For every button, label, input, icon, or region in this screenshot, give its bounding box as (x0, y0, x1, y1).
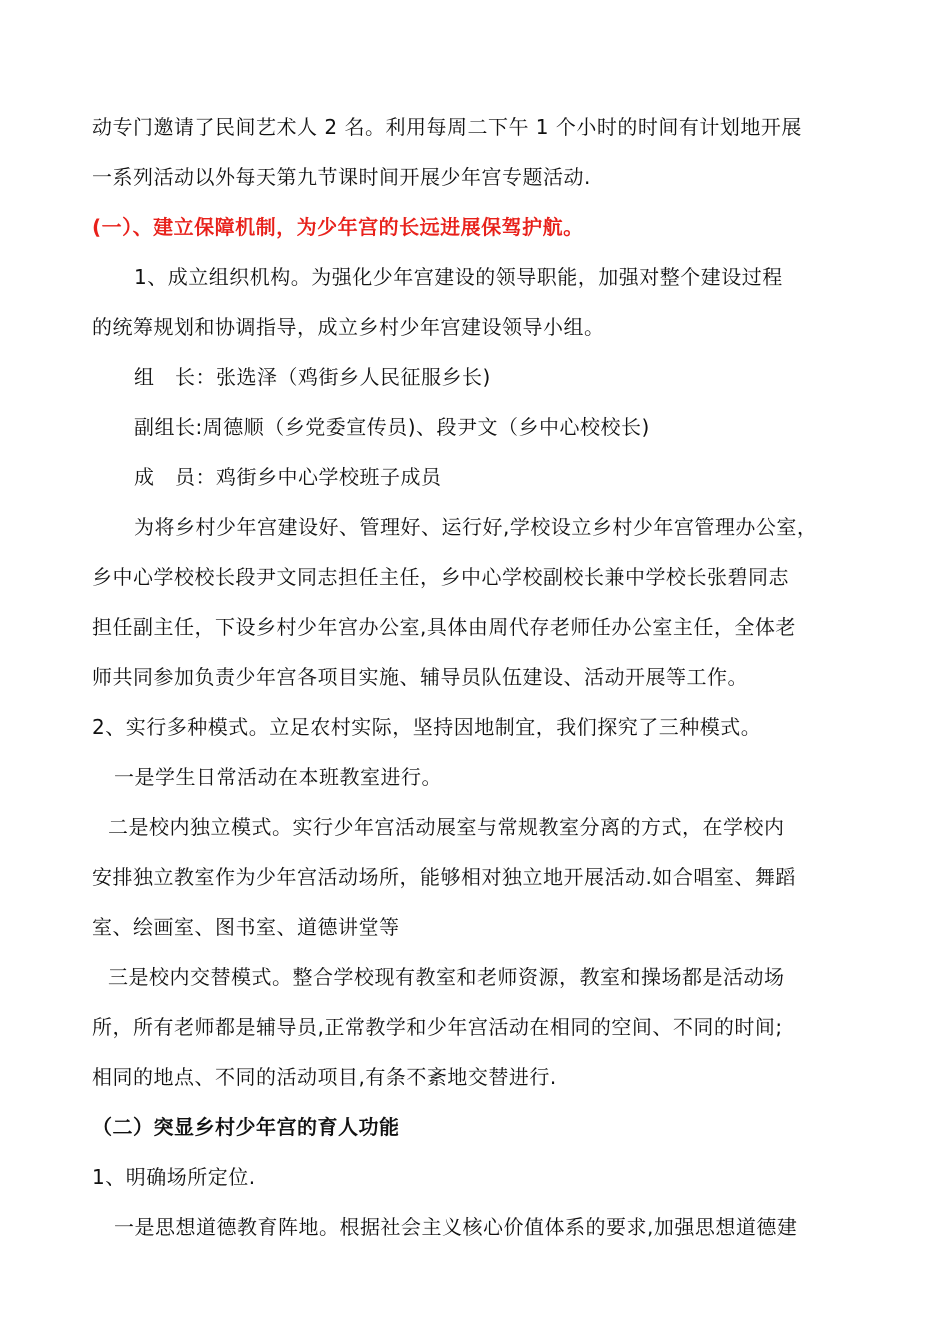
leader-line: 组 长：张选泽（鸡街乡人民征服乡长) (134, 365, 491, 389)
paragraph-line: 一是学生日常活动在本班教室进行。 (114, 765, 442, 789)
deputy-leader-line: 副组长:周德顺（乡党委宣传员)、段尹文（乡中心校校长) (134, 415, 650, 439)
paragraph-line: 担任副主任，下设乡村少年宫办公室,具体由周代存老师任办公室主任，全体老 (92, 615, 796, 639)
section-heading-one: (一）、建立保障机制，为少年宫的长远进展保驾护航。 (92, 215, 584, 239)
paragraph-line: 安排独立教室作为少年宫活动场所，能够相对独立地开展活动.如合唱室、舞蹈 (92, 865, 796, 889)
section-heading-two: （二）突显乡村少年宫的育人功能 (92, 1115, 400, 1139)
paragraph-line: 二是校内独立模式。实行少年宫活动展室与常规教室分离的方式，在学校内 (108, 815, 785, 839)
paragraph-line: 三是校内交替模式。整合学校现有教室和老师资源，教室和操场都是活动场 (108, 965, 785, 989)
paragraph-line: 乡中心学校校长段尹文同志担任主任，乡中心学校副校长兼中学校长张碧同志 (92, 565, 789, 589)
paragraph-line: 动专门邀请了民间艺术人 2 名。利用每周二下午 1 个小时的时间有计划地开展 (92, 115, 802, 139)
paragraph-line: 2、实行多种模式。立足农村实际，坚持因地制宜，我们探究了三种模式。 (92, 715, 762, 739)
paragraph-line: 室、绘画室、图书室、道德讲堂等 (92, 915, 400, 939)
paragraph-line: 为将乡村少年宫建设好、管理好、运行好,学校设立乡村少年宫管理办公室， (134, 515, 818, 539)
paragraph-line: 一是思想道德教育阵地。根据社会主义核心价值体系的要求,加强思想道德建 (114, 1215, 798, 1239)
paragraph-line: 1、成立组织机构。为强化少年宫建设的领导职能，加强对整个建设过程 (134, 265, 783, 289)
members-line: 成 员：鸡街乡中心学校班子成员 (134, 465, 442, 489)
paragraph-line: 所，所有老师都是辅导员,正常教学和少年宫活动在相同的空间、不同的时间; (92, 1015, 783, 1039)
paragraph-line: 1、明确场所定位. (92, 1165, 256, 1189)
paragraph-line: 一系列活动以外每天第九节课时间开展少年宫专题活动. (92, 165, 591, 189)
paragraph-line: 师共同参加负责少年宫各项目实施、辅导员队伍建设、活动开展等工作。 (92, 665, 748, 689)
paragraph-line: 的统筹规划和协调指导，成立乡村少年宫建设领导小组。 (92, 315, 605, 339)
paragraph-line: 相同的地点、不同的活动项目,有条不紊地交替进行. (92, 1065, 557, 1089)
